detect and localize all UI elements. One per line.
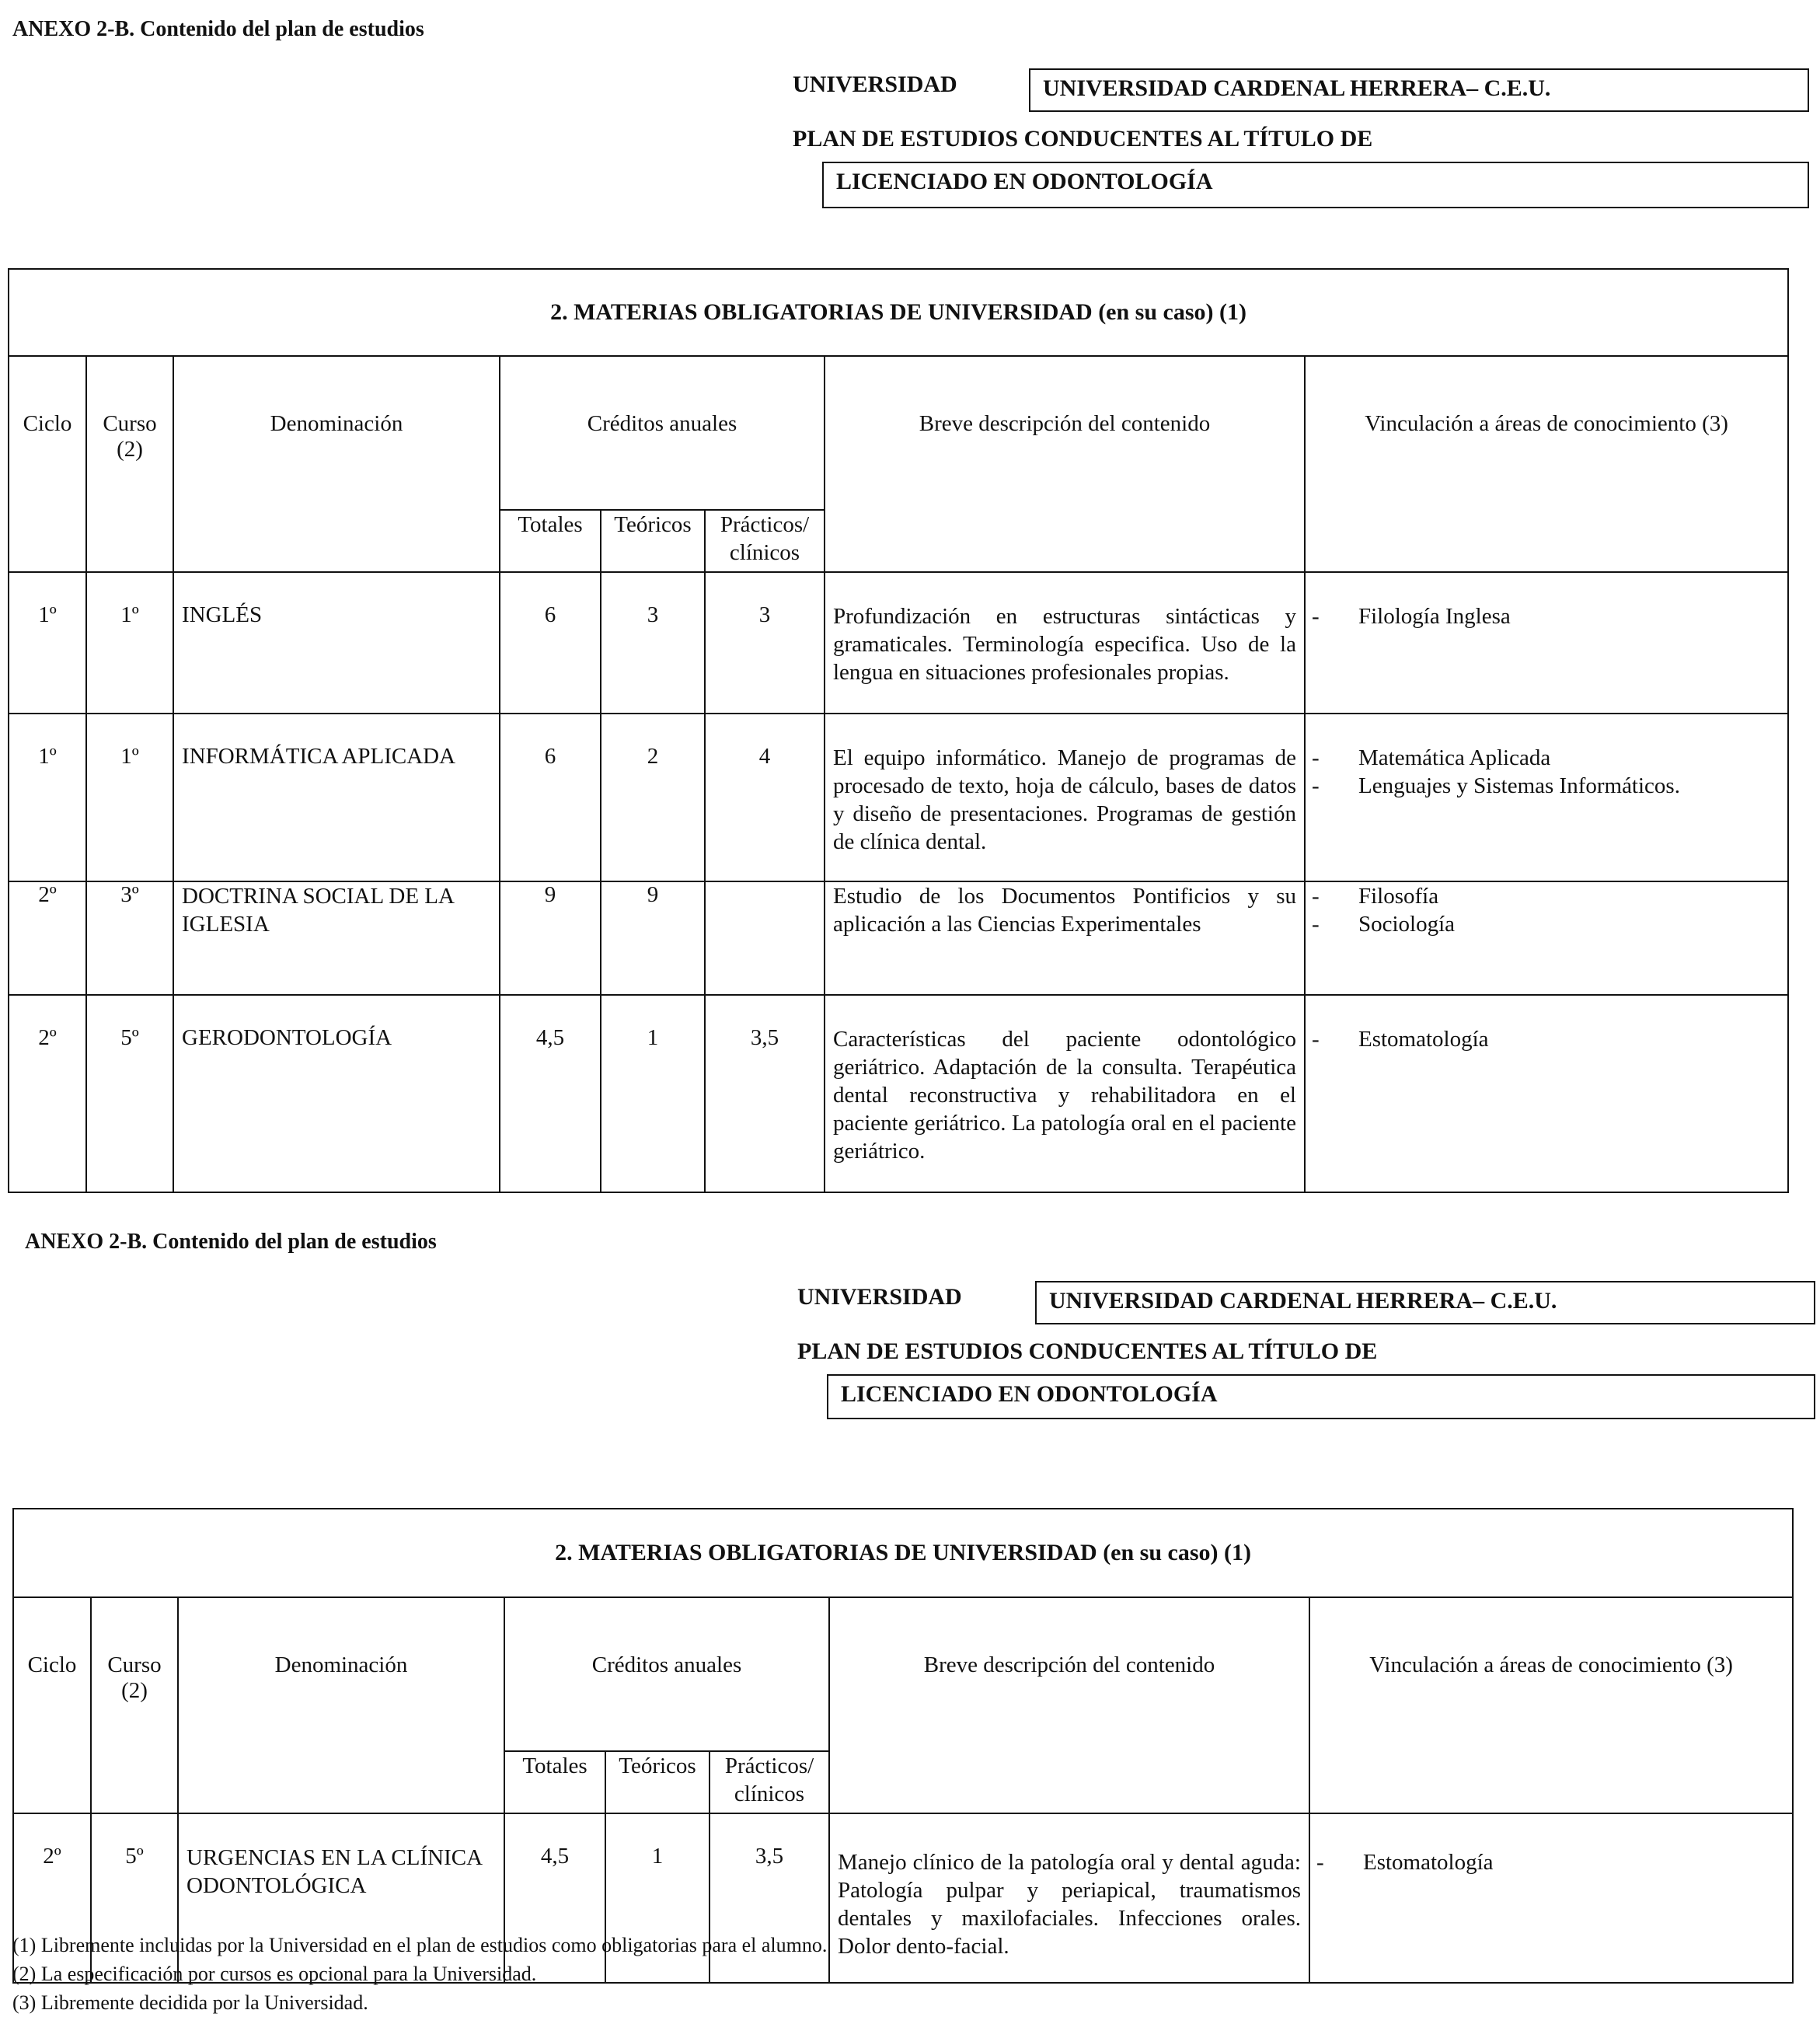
cell-totales: 6 [500, 572, 601, 714]
footnote-1: (1) Libremente incluidas por la Universidad en el plan de estudios como obligatorias para el alumno. [12, 1934, 828, 1956]
cell-vinculacion: - Filología Inglesa [1305, 572, 1788, 714]
col-header-creditos: Créditos anuales [504, 1597, 829, 1751]
cell-denominacion: INGLÉS [173, 572, 500, 714]
materias-table-1 [8, 268, 1789, 1193]
table-title: 2. MATERIAS OBLIGATORIAS DE UNIVERSIDAD (en su caso) (1) [9, 269, 1788, 356]
table-row [9, 881, 1788, 995]
cell-descripcion: Profundización en estructuras sintácticas y gramaticales. Terminología especifica. Uso de la lengua en situaciones profesionales propias. [825, 572, 1305, 714]
col-header-vinculacion: Vinculación a áreas de conocimiento (3) [1305, 356, 1788, 572]
cell-practicos: 3 [705, 572, 825, 714]
cell-curso: 1º [86, 714, 173, 881]
universidad-label-2: UNIVERSIDAD [797, 1284, 962, 1310]
col-header-curso: Curso (2) [86, 356, 173, 572]
cell-vinculacion: - Filosofía - Sociología [1305, 881, 1788, 995]
cell-vinculacion: - Matemática Aplicada - Lenguajes y Sistemas Informáticos. [1305, 714, 1788, 881]
cell-teoricos: 1 [605, 1813, 710, 1983]
col-header-totales: Totales [500, 510, 601, 572]
col-header-totales: Totales [504, 1751, 605, 1813]
cell-ciclo: 2º [13, 1813, 91, 1983]
footnotes [12, 1931, 827, 2017]
cell-totales: 4,5 [500, 995, 601, 1192]
cell-teoricos: 1 [601, 995, 705, 1192]
cell-vinculacion: - Estomatología [1309, 1813, 1793, 1983]
col-header-descripcion: Breve descripción del contenido [825, 356, 1305, 572]
cell-denominacion: GERODONTOLOGÍA [173, 995, 500, 1192]
col-header-practicos: Prácticos/ clínicos [710, 1751, 829, 1813]
cell-totales: 6 [500, 714, 601, 881]
cell-curso: 5º [86, 995, 173, 1192]
cell-descripcion: Estudio de los Documentos Pontificios y su aplicación a las Ciencias Experimentales [825, 881, 1305, 995]
col-header-vinculacion: Vinculación a áreas de conocimiento (3) [1309, 1597, 1793, 1813]
col-header-creditos: Créditos anuales [500, 356, 825, 510]
anexo-title-2: ANEXO 2-B. Contenido del plan de estudios [25, 1230, 437, 1254]
titulo-box-2 [827, 1374, 1815, 1419]
cell-totales: 9 [500, 881, 601, 995]
col-header-practicos: Prácticos/ clínicos [705, 510, 825, 572]
cell-curso: 1º [86, 572, 173, 714]
titulo-name: LICENCIADO EN ODONTOLOGÍA [836, 169, 1213, 194]
cell-totales: 4,5 [504, 1813, 605, 1983]
cell-vinculacion: - Estomatología [1305, 995, 1788, 1192]
cell-ciclo: 1º [9, 572, 86, 714]
cell-denominacion: URGENCIAS EN LA CLÍNICA ODONTOLÓGICA [178, 1813, 504, 1983]
cell-teoricos: 9 [601, 881, 705, 995]
col-header-curso: Curso (2) [91, 1597, 178, 1813]
titulo-box [822, 162, 1809, 208]
plan-label: PLAN DE ESTUDIOS CONDUCENTES AL TÍTULO DE [793, 126, 1373, 152]
cell-practicos: 3,5 [710, 1813, 829, 1983]
col-header-descripcion: Breve descripción del contenido [829, 1597, 1309, 1813]
cell-descripcion: Manejo clínico de la patología oral y dental aguda: Patología pulpar y periapical, traumatismos dentales y maxilofaciales. Infecciones orales. Dolor dento-facial. [829, 1813, 1309, 1983]
col-header-teoricos: Teóricos [601, 510, 705, 572]
table-title-2: 2. MATERIAS OBLIGATORIAS DE UNIVERSIDAD (en su caso) (1) [13, 1509, 1793, 1597]
universidad-label: UNIVERSIDAD [793, 72, 957, 97]
cell-practicos: 3,5 [705, 995, 825, 1192]
anexo-title: ANEXO 2-B. Contenido del plan de estudios [12, 17, 424, 41]
col-header-denominacion: Denominación [178, 1597, 504, 1813]
cell-practicos [705, 881, 825, 995]
titulo-name-2: LICENCIADO EN ODONTOLOGÍA [841, 1381, 1218, 1407]
cell-descripcion: Características del paciente odontológico geriátrico. Adaptación de la consulta. Terapéutica dental reconstructiva y rehabilitadora en el paciente geriátrico. La patología oral en el paciente geriátrico. [825, 995, 1305, 1192]
universidad-name-box [1029, 68, 1809, 112]
materias-table-2 [12, 1508, 1794, 1984]
cell-curso: 5º [91, 1813, 178, 1983]
footnote-3: (3) Libremente decidida por la Universidad. [12, 1991, 368, 2014]
col-header-teoricos: Teóricos [605, 1751, 710, 1813]
cell-descripcion: El equipo informático. Manejo de programas de procesado de texto, hoja de cálculo, bases de datos y diseño de presentaciones. Programas de gestión de clínica dental. [825, 714, 1305, 881]
cell-practicos: 4 [705, 714, 825, 881]
col-header-ciclo: Ciclo [9, 356, 86, 572]
universidad-name: UNIVERSIDAD CARDENAL HERRERA– C.E.U. [1043, 75, 1551, 101]
cell-ciclo: 1º [9, 714, 86, 881]
universidad-name-2: UNIVERSIDAD CARDENAL HERRERA– C.E.U. [1049, 1288, 1557, 1314]
cell-ciclo: 2º [9, 995, 86, 1192]
col-header-ciclo: Ciclo [13, 1597, 91, 1813]
cell-denominacion: INFORMÁTICA APLICADA [173, 714, 500, 881]
universidad-name-box-2 [1035, 1281, 1815, 1324]
col-header-denominacion: Denominación [173, 356, 500, 572]
table-row [9, 995, 1788, 1192]
cell-denominacion: DOCTRINA SOCIAL DE LA IGLESIA [173, 881, 500, 995]
cell-ciclo: 2º [9, 881, 86, 995]
cell-teoricos: 2 [601, 714, 705, 881]
cell-curso: 3º [86, 881, 173, 995]
cell-teoricos: 3 [601, 572, 705, 714]
footnote-2: (2) La especificación por cursos es opcional para la Universidad. [12, 1963, 537, 1985]
table-row [9, 714, 1788, 881]
table-row [9, 572, 1788, 714]
plan-label-2: PLAN DE ESTUDIOS CONDUCENTES AL TÍTULO DE [797, 1338, 1378, 1364]
